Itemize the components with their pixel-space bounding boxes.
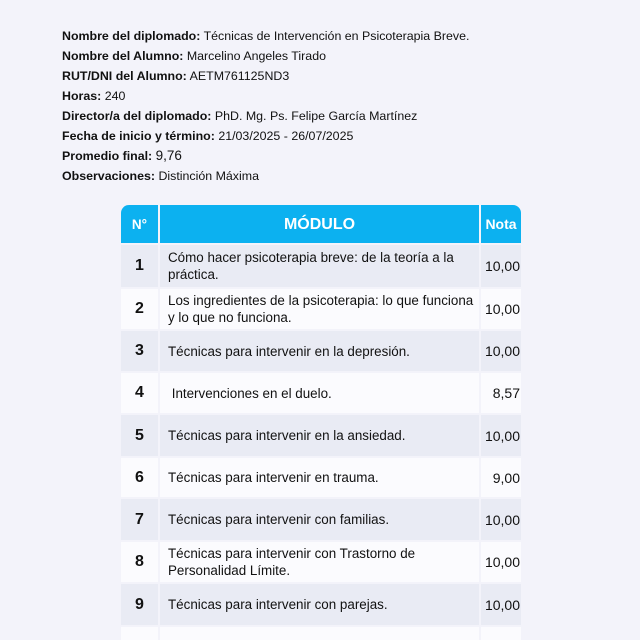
table-row — [121, 499, 521, 540]
row-nota: 10,00 — [481, 331, 521, 371]
row-num: 4 — [121, 373, 158, 413]
info-fechas — [62, 126, 469, 146]
info-label: Promedio final: — [62, 149, 153, 163]
row-modulo: Técnicas para intervenir en la depresión. — [160, 331, 479, 371]
row-modulo: Técnicas para intervenir con Trastorno de Personalidad Límite. — [160, 542, 479, 582]
row-num: 3 — [121, 331, 158, 371]
row-modulo: Técnicas para intervenir en la ansiedad. — [160, 415, 479, 456]
info-label: Nombre del Alumno: — [62, 49, 184, 63]
table-row — [121, 584, 521, 625]
info-alumno — [62, 46, 469, 66]
row-num: 7 — [121, 499, 158, 540]
row-modulo: Los ingredientes de la psicoterapia: lo que funciona y lo que no funciona. — [160, 289, 479, 329]
info-diplomado — [62, 26, 469, 46]
table-row — [121, 415, 521, 456]
row-modulo: Técnicas para intervenir con parejas. — [160, 584, 479, 625]
row-nota: 10,00 — [481, 584, 521, 625]
row-num: 2 — [121, 289, 158, 329]
info-value: 240 — [104, 89, 126, 103]
table-row — [121, 331, 521, 371]
row-nota: 10,00 — [481, 245, 521, 287]
info-director — [62, 106, 469, 126]
table-row — [121, 458, 521, 497]
row-modulo: Técnicas para intervenir con familias. — [160, 499, 479, 540]
info-rut — [62, 66, 469, 86]
row-num — [121, 627, 158, 640]
row-modulo: Técnicas para intervenir en trauma. — [160, 458, 479, 497]
row-nota: 10,00 — [481, 289, 521, 329]
row-nota: 8,57 — [481, 373, 521, 413]
row-num: 6 — [121, 458, 158, 497]
row-nota — [481, 627, 521, 640]
info-value: 21/03/2025 - 26/07/2025 — [218, 129, 354, 143]
info-observaciones — [62, 166, 469, 186]
table-row — [121, 289, 521, 329]
row-nota: 10,00 — [481, 542, 521, 582]
header-modulo: MÓDULO — [160, 205, 479, 243]
row-nota: 10,00 — [481, 499, 521, 540]
modules-table — [121, 205, 521, 640]
row-modulo — [160, 627, 479, 640]
info-value: AETM761125ND3 — [189, 69, 290, 83]
info-value: Distinción Máxima — [158, 169, 259, 183]
info-horas — [62, 86, 469, 106]
row-num: 8 — [121, 542, 158, 582]
table-row — [121, 542, 521, 582]
header-nota: Nota — [481, 205, 521, 243]
info-label: Director/a del diplomado: — [62, 109, 212, 123]
row-num: 9 — [121, 584, 158, 625]
info-label: Observaciones: — [62, 169, 155, 183]
row-modulo: Cómo hacer psicoterapia breve: de la teoría a la práctica. — [160, 245, 479, 287]
info-label: Nombre del diplomado: — [62, 29, 201, 43]
row-nota: 10,00 — [481, 415, 521, 456]
row-modulo: Intervenciones en el duelo. — [160, 373, 479, 413]
table-row — [121, 245, 521, 287]
row-num: 1 — [121, 245, 158, 287]
info-label: RUT/DNI del Alumno: — [62, 69, 187, 83]
info-value: 9,76 — [155, 148, 182, 163]
row-nota: 9,00 — [481, 458, 521, 497]
info-promedio — [62, 146, 469, 166]
table-row — [121, 627, 521, 640]
table-header — [121, 205, 521, 243]
row-num: 5 — [121, 415, 158, 456]
info-label: Horas: — [62, 89, 102, 103]
info-value: Técnicas de Intervención en Psicoterapia Breve. — [203, 29, 470, 43]
table-row — [121, 373, 521, 413]
info-value: PhD. Mg. Ps. Felipe García Martínez — [214, 109, 418, 123]
info-value: Marcelino Angeles Tirado — [186, 49, 326, 63]
student-info — [62, 26, 469, 186]
header-num: N° — [121, 205, 158, 243]
info-label: Fecha de inicio y término: — [62, 129, 215, 143]
